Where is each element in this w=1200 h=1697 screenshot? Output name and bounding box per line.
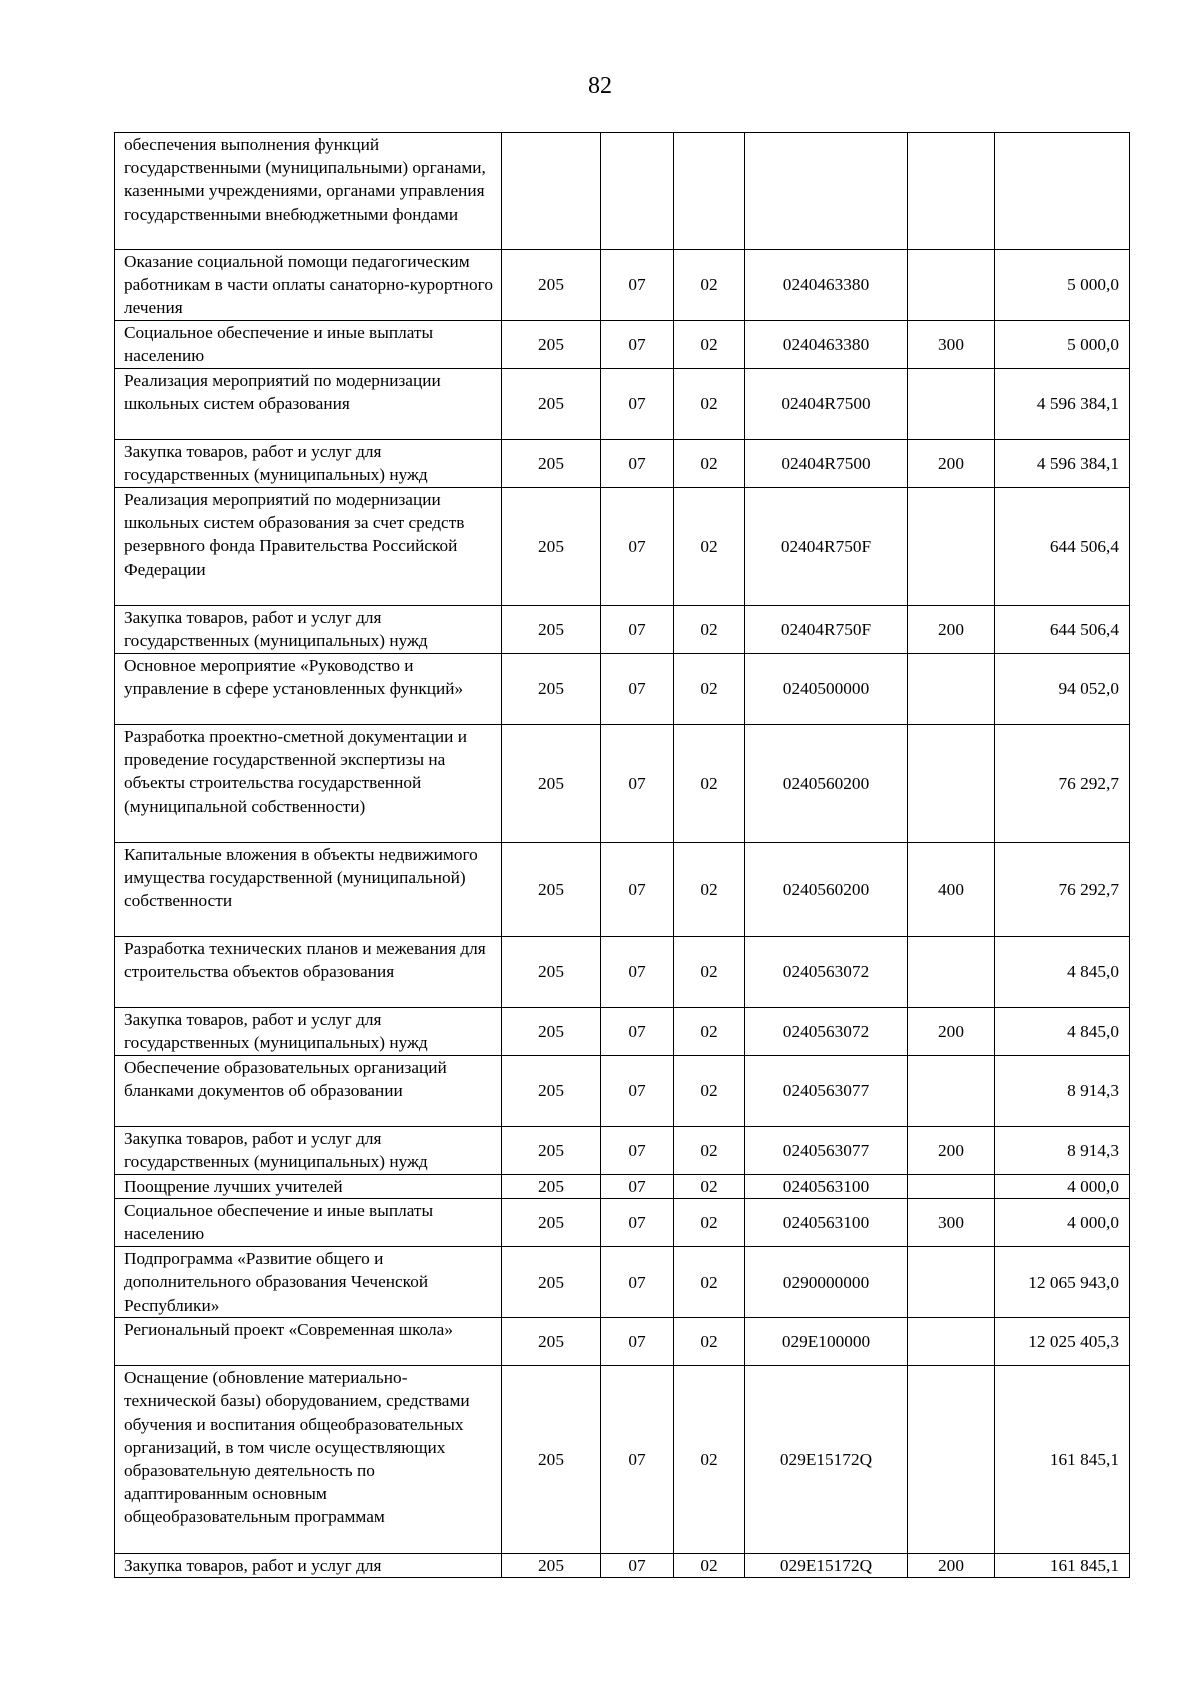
section-code: 07 bbox=[601, 1175, 674, 1199]
amount: 4 596 384,1 bbox=[995, 440, 1130, 488]
expense-type-code: 200 bbox=[908, 1127, 995, 1175]
table-row bbox=[115, 133, 1130, 250]
table-row bbox=[115, 488, 1130, 606]
subsection-code: 02 bbox=[674, 440, 745, 488]
target-article-code: 029E100000 bbox=[745, 1318, 908, 1366]
table-row bbox=[115, 321, 1130, 369]
table-row bbox=[115, 843, 1130, 937]
target-article-code: 0240560200 bbox=[745, 725, 908, 843]
amount: 76 292,7 bbox=[995, 843, 1130, 937]
item-name: Социальное обеспечение и иные выплаты населению bbox=[115, 321, 502, 369]
target-article-code: 0240463380 bbox=[745, 321, 908, 369]
section-code: 07 bbox=[601, 1554, 674, 1578]
grbs-code: 205 bbox=[502, 1175, 601, 1199]
table-row bbox=[115, 1199, 1130, 1247]
expense-type-code bbox=[908, 1318, 995, 1366]
item-name: Капитальные вложения в объекты недвижимого имущества государственной (муниципальной) собственности bbox=[115, 843, 502, 937]
section-code: 07 bbox=[601, 1008, 674, 1056]
budget-table bbox=[114, 132, 1130, 1578]
section-code: 07 bbox=[601, 321, 674, 369]
target-article-code: 02404R750F bbox=[745, 606, 908, 654]
grbs-code: 205 bbox=[502, 440, 601, 488]
grbs-code: 205 bbox=[502, 1199, 601, 1247]
grbs-code bbox=[502, 133, 601, 250]
item-name: Обеспечение образовательных организаций бланками документов об образовании bbox=[115, 1056, 502, 1127]
item-name: Разработка технических планов и межевания для строительства объектов образования bbox=[115, 937, 502, 1008]
item-name: Оснащение (обновление материально-технической базы) оборудованием, средствами обучения и воспитания общеобразовательных организаций, в том числе осуществляющих образовательную деятельность по адаптированным основным общеобразовательным программам bbox=[115, 1366, 502, 1554]
item-name: Закупка товаров, работ и услуг для государственных (муниципальных) нужд bbox=[115, 1008, 502, 1056]
target-article-code: 0240463380 bbox=[745, 250, 908, 321]
section-code: 07 bbox=[601, 250, 674, 321]
target-article-code: 02404R7500 bbox=[745, 440, 908, 488]
subsection-code bbox=[674, 133, 745, 250]
page-number: 82 bbox=[588, 73, 612, 99]
subsection-code: 02 bbox=[674, 488, 745, 606]
target-article-code: 0290000000 bbox=[745, 1247, 908, 1318]
expense-type-code bbox=[908, 250, 995, 321]
target-article-code: 0240500000 bbox=[745, 654, 908, 725]
target-article-code: 02404R7500 bbox=[745, 369, 908, 440]
grbs-code: 205 bbox=[502, 1056, 601, 1127]
grbs-code: 205 bbox=[502, 1247, 601, 1318]
subsection-code: 02 bbox=[674, 606, 745, 654]
target-article-code: 0240563072 bbox=[745, 1008, 908, 1056]
amount: 5 000,0 bbox=[995, 321, 1130, 369]
amount: 76 292,7 bbox=[995, 725, 1130, 843]
item-name: Разработка проектно-сметной документации и проведение государственной экспертизы на объекты строительства государственной (муниципальной собственности) bbox=[115, 725, 502, 843]
subsection-code: 02 bbox=[674, 937, 745, 1008]
expense-type-code bbox=[908, 1247, 995, 1318]
subsection-code: 02 bbox=[674, 843, 745, 937]
subsection-code: 02 bbox=[674, 1247, 745, 1318]
section-code: 07 bbox=[601, 440, 674, 488]
expense-type-code bbox=[908, 654, 995, 725]
item-name: Оказание социальной помощи педагогическим работникам в части оплаты санаторно-курортного лечения bbox=[115, 250, 502, 321]
section-code: 07 bbox=[601, 1318, 674, 1366]
subsection-code: 02 bbox=[674, 1199, 745, 1247]
item-name: Реализация мероприятий по модернизации школьных систем образования за счет средств резервного фонда Правительства Российской Федерации bbox=[115, 488, 502, 606]
grbs-code: 205 bbox=[502, 937, 601, 1008]
expense-type-code bbox=[908, 488, 995, 606]
item-name: обеспечения выполнения функций государственными (муниципальными) органами, казенными учреждениями, органами управления государственными внебюджетными фондами bbox=[115, 133, 502, 250]
target-article-code: 0240563072 bbox=[745, 937, 908, 1008]
target-article-code bbox=[745, 133, 908, 250]
item-name: Закупка товаров, работ и услуг для bbox=[115, 1554, 502, 1578]
target-article-code: 0240560200 bbox=[745, 843, 908, 937]
table-row bbox=[115, 1056, 1130, 1127]
amount: 94 052,0 bbox=[995, 654, 1130, 725]
section-code: 07 bbox=[601, 1056, 674, 1127]
subsection-code: 02 bbox=[674, 1008, 745, 1056]
amount: 5 000,0 bbox=[995, 250, 1130, 321]
amount: 161 845,1 bbox=[995, 1366, 1130, 1554]
expense-type-code: 400 bbox=[908, 843, 995, 937]
section-code: 07 bbox=[601, 606, 674, 654]
table-row bbox=[115, 1366, 1130, 1554]
expense-type-code bbox=[908, 725, 995, 843]
section-code: 07 bbox=[601, 654, 674, 725]
amount: 161 845,1 bbox=[995, 1554, 1130, 1578]
subsection-code: 02 bbox=[674, 1056, 745, 1127]
item-name: Региональный проект «Современная школа» bbox=[115, 1318, 502, 1366]
item-name: Реализация мероприятий по модернизации школьных систем образования bbox=[115, 369, 502, 440]
table-row bbox=[115, 440, 1130, 488]
section-code bbox=[601, 133, 674, 250]
expense-type-code: 300 bbox=[908, 1199, 995, 1247]
table-row bbox=[115, 725, 1130, 843]
amount: 4 000,0 bbox=[995, 1175, 1130, 1199]
table-row bbox=[115, 250, 1130, 321]
expense-type-code: 200 bbox=[908, 1008, 995, 1056]
section-code: 07 bbox=[601, 725, 674, 843]
table-row bbox=[115, 1127, 1130, 1175]
subsection-code: 02 bbox=[674, 321, 745, 369]
section-code: 07 bbox=[601, 843, 674, 937]
grbs-code: 205 bbox=[502, 1318, 601, 1366]
expense-type-code bbox=[908, 133, 995, 250]
amount: 644 506,4 bbox=[995, 488, 1130, 606]
section-code: 07 bbox=[601, 1127, 674, 1175]
subsection-code: 02 bbox=[674, 1127, 745, 1175]
expense-type-code: 300 bbox=[908, 321, 995, 369]
subsection-code: 02 bbox=[674, 369, 745, 440]
section-code: 07 bbox=[601, 1247, 674, 1318]
grbs-code: 205 bbox=[502, 1127, 601, 1175]
item-name: Закупка товаров, работ и услуг для государственных (муниципальных) нужд bbox=[115, 1127, 502, 1175]
section-code: 07 bbox=[601, 937, 674, 1008]
table-row bbox=[115, 1318, 1130, 1366]
section-code: 07 bbox=[601, 1366, 674, 1554]
subsection-code: 02 bbox=[674, 1318, 745, 1366]
grbs-code: 205 bbox=[502, 369, 601, 440]
table-row bbox=[115, 606, 1130, 654]
subsection-code: 02 bbox=[674, 725, 745, 843]
table-row bbox=[115, 1247, 1130, 1318]
target-article-code: 0240563077 bbox=[745, 1127, 908, 1175]
amount: 644 506,4 bbox=[995, 606, 1130, 654]
expense-type-code bbox=[908, 1366, 995, 1554]
section-code: 07 bbox=[601, 1199, 674, 1247]
grbs-code: 205 bbox=[502, 725, 601, 843]
budget-table-body bbox=[115, 133, 1130, 1578]
item-name: Социальное обеспечение и иные выплаты населению bbox=[115, 1199, 502, 1247]
target-article-code: 0240563100 bbox=[745, 1175, 908, 1199]
grbs-code: 205 bbox=[502, 843, 601, 937]
amount: 4 000,0 bbox=[995, 1199, 1130, 1247]
grbs-code: 205 bbox=[502, 250, 601, 321]
target-article-code: 0240563077 bbox=[745, 1056, 908, 1127]
amount bbox=[995, 133, 1130, 250]
section-code: 07 bbox=[601, 369, 674, 440]
item-name: Поощрение лучших учителей bbox=[115, 1175, 502, 1199]
expense-type-code bbox=[908, 1175, 995, 1199]
expense-type-code bbox=[908, 369, 995, 440]
item-name: Подпрограмма «Развитие общего и дополнительного образования Чеченской Республики» bbox=[115, 1247, 502, 1318]
table-row bbox=[115, 937, 1130, 1008]
table-row bbox=[115, 1175, 1130, 1199]
grbs-code: 205 bbox=[502, 654, 601, 725]
section-code: 07 bbox=[601, 488, 674, 606]
target-article-code: 029E15172Q bbox=[745, 1366, 908, 1554]
item-name: Основное мероприятие «Руководство и управление в сфере установленных функций» bbox=[115, 654, 502, 725]
item-name: Закупка товаров, работ и услуг для государственных (муниципальных) нужд bbox=[115, 606, 502, 654]
target-article-code: 0240563100 bbox=[745, 1199, 908, 1247]
subsection-code: 02 bbox=[674, 250, 745, 321]
target-article-code: 029E15172Q bbox=[745, 1554, 908, 1578]
grbs-code: 205 bbox=[502, 1366, 601, 1554]
expense-type-code bbox=[908, 1056, 995, 1127]
subsection-code: 02 bbox=[674, 1554, 745, 1578]
grbs-code: 205 bbox=[502, 606, 601, 654]
expense-type-code: 200 bbox=[908, 606, 995, 654]
expense-type-code: 200 bbox=[908, 1554, 995, 1578]
table-row bbox=[115, 1008, 1130, 1056]
table-row bbox=[115, 654, 1130, 725]
table-row bbox=[115, 369, 1130, 440]
subsection-code: 02 bbox=[674, 1366, 745, 1554]
expense-type-code bbox=[908, 937, 995, 1008]
amount: 12 065 943,0 bbox=[995, 1247, 1130, 1318]
amount: 8 914,3 bbox=[995, 1056, 1130, 1127]
target-article-code: 02404R750F bbox=[745, 488, 908, 606]
expense-type-code: 200 bbox=[908, 440, 995, 488]
amount: 4 596 384,1 bbox=[995, 369, 1130, 440]
table-row bbox=[115, 1554, 1130, 1578]
grbs-code: 205 bbox=[502, 321, 601, 369]
grbs-code: 205 bbox=[502, 1008, 601, 1056]
amount: 12 025 405,3 bbox=[995, 1318, 1130, 1366]
subsection-code: 02 bbox=[674, 1175, 745, 1199]
subsection-code: 02 bbox=[674, 654, 745, 725]
amount: 8 914,3 bbox=[995, 1127, 1130, 1175]
item-name: Закупка товаров, работ и услуг для государственных (муниципальных) нужд bbox=[115, 440, 502, 488]
grbs-code: 205 bbox=[502, 488, 601, 606]
grbs-code: 205 bbox=[502, 1554, 601, 1578]
amount: 4 845,0 bbox=[995, 937, 1130, 1008]
amount: 4 845,0 bbox=[995, 1008, 1130, 1056]
